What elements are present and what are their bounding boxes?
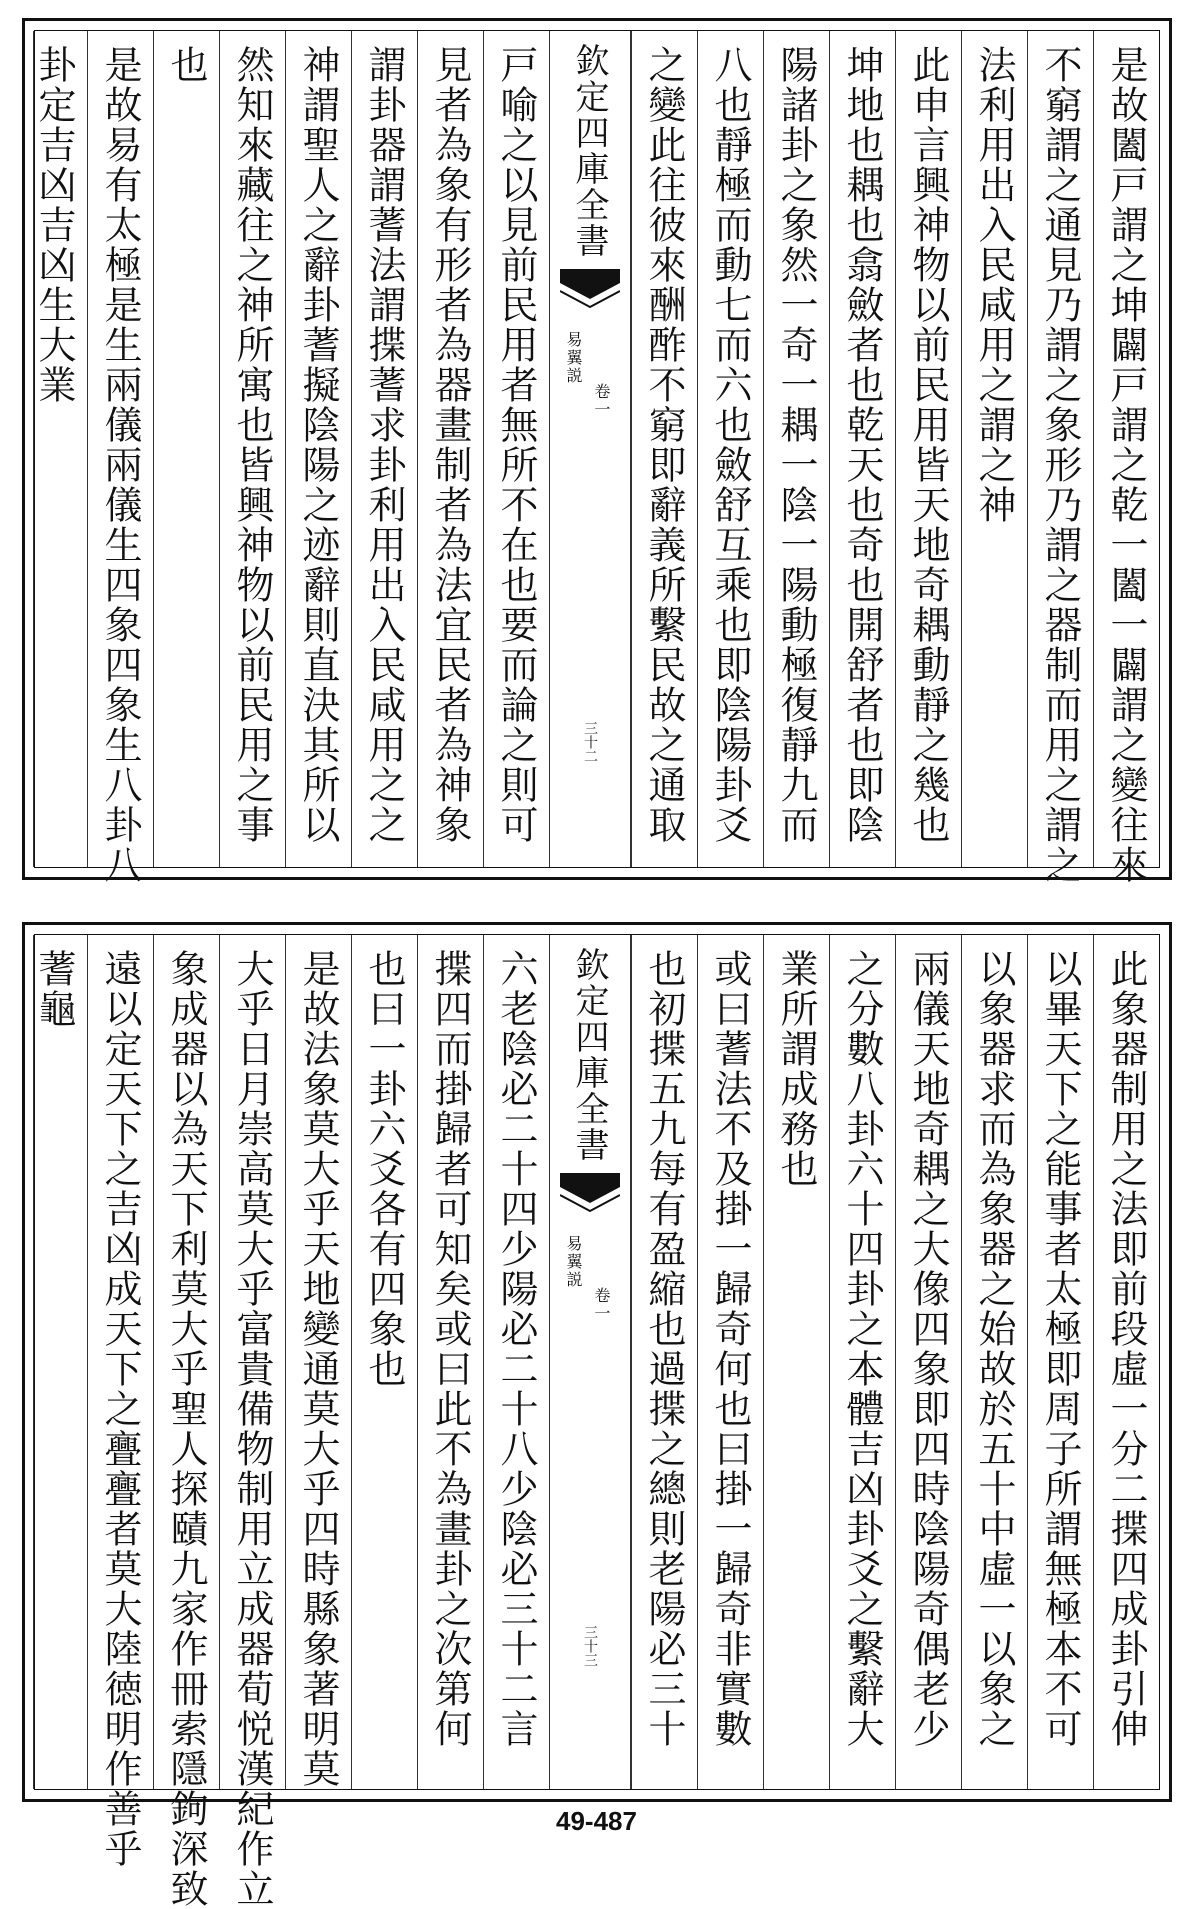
- text-column: [631, 31, 697, 867]
- column-text: 此申言興神物以前民用皆天地奇耦動靜之幾也: [906, 45, 950, 845]
- text-column: [961, 31, 1027, 867]
- fish-tail-mark-icon: [560, 269, 620, 313]
- text-column: [763, 31, 829, 867]
- column-text: 也初揲五九每有盈縮也過揲之總則老陽必三十: [642, 949, 686, 1749]
- page-number-footer: 49-487: [556, 1806, 637, 1836]
- column-text: 卦定吉凶吉凶生大業: [32, 45, 76, 405]
- column-text: 也: [164, 45, 208, 85]
- text-column: [1027, 31, 1093, 885]
- text-column: [697, 935, 763, 1789]
- text-column: [219, 935, 285, 1909]
- column-text: 象成器以為天下利莫大乎聖人探賾九家作冊索隱鉤深致: [164, 949, 208, 1909]
- top-page: [22, 18, 1172, 885]
- book-title: 欽定四庫全書: [569, 43, 609, 259]
- text-column: [895, 935, 961, 1789]
- text-column: [33, 31, 87, 867]
- column-text: 見者為象有形者為器畫制者為法宜民者為神象: [428, 45, 472, 845]
- text-column: [153, 31, 219, 867]
- text-column: [483, 31, 549, 867]
- text-column: [351, 31, 417, 867]
- column-text: 此象器制用之法即前段虛一分二揲四成卦引伸: [1104, 949, 1148, 1749]
- column-text: 六老陰必二十四少陽必二十八少陰必三十二言: [494, 949, 538, 1749]
- column-text: 蓍龜: [32, 949, 76, 1029]
- text-column: [351, 935, 417, 1789]
- column-text: 是故易有太極是生兩儀兩儀生四象四象生八卦八: [98, 45, 142, 885]
- column-text: 是故法象莫大乎天地變通莫大乎四時縣象著明莫: [296, 949, 340, 1789]
- text-column: [829, 31, 895, 867]
- book-subtitle: 易翼説: [564, 1235, 583, 1289]
- text-column: [87, 31, 153, 885]
- column-text: 也曰一卦六爻各有四象也: [362, 949, 406, 1389]
- text-column: [961, 935, 1027, 1789]
- column-text: 戸喻之以見前民用者無所不在也要而論之則可: [494, 45, 538, 845]
- volume-label: 卷一: [592, 383, 611, 419]
- column-text: 法利用出入民咸用之謂之神: [972, 45, 1016, 525]
- column-text: 或曰蓍法不及掛一歸奇何也曰掛一歸奇非實數: [708, 949, 752, 1749]
- column-text: 之分數八卦六十四卦之本體吉凶卦爻之繫辭大: [840, 949, 884, 1749]
- book-subtitle: 易翼説: [564, 331, 583, 385]
- column-text: 業所謂成務也: [774, 949, 818, 1189]
- column-text: 遠以定天下之吉凶成天下之亹亹者莫大陸徳明作善乎: [98, 949, 142, 1869]
- text-column: [631, 935, 697, 1789]
- top-page-frame: [32, 30, 1160, 885]
- text-column: [1093, 935, 1159, 1789]
- column-text: 然知來藏往之神所寓也皆興神物以前民用之事: [230, 45, 274, 845]
- text-column: [33, 935, 87, 1789]
- text-column: [829, 935, 895, 1789]
- text-column: [483, 935, 549, 1789]
- column-text: 是故闔戸謂之坤闢戸謂之乾一闔一闢謂之變往來: [1104, 45, 1148, 885]
- text-column: [895, 31, 961, 867]
- text-column: [763, 935, 829, 1789]
- text-column: [1027, 935, 1093, 1789]
- center-fold-column: [549, 935, 631, 1789]
- volume-label: 卷一: [592, 1287, 611, 1323]
- book-title: 欽定四庫全書: [569, 947, 609, 1163]
- leaf-number: 三十三: [582, 1625, 598, 1667]
- text-column: [219, 31, 285, 867]
- column-text: 之變此往彼來酬酢不窮即辭義所繫民故之通取: [642, 45, 686, 845]
- text-column: [285, 935, 351, 1789]
- column-text: 不窮謂之通見乃謂之象形乃謂之器制而用之謂之: [1038, 45, 1082, 885]
- column-text: 謂卦器謂蓍法謂揲蓍求卦利用出入民咸用之之: [362, 45, 406, 845]
- column-text: 神謂聖人之辭卦蓍擬陰陽之迹辭則直決其所以: [296, 45, 340, 845]
- column-text: 揲四而掛歸者可知矣或曰此不為畫卦之次第何: [428, 949, 472, 1749]
- center-fold-column: [549, 31, 631, 867]
- column-text: 以象器求而為象器之始故於五十中虛一以象之: [972, 949, 1016, 1749]
- column-text: 大乎日月崇高莫大乎富貴備物制用立成器荀悦漢紀作立: [230, 949, 274, 1909]
- fish-tail-mark-icon: [560, 1173, 620, 1217]
- column-text: 以畢天下之能事者太極即周子所謂無極本不可: [1038, 949, 1082, 1749]
- column-text: 八也靜極而動七而六也斂舒互乘也即陰陽卦爻: [708, 45, 752, 845]
- column-text: 坤地也耦也翕斂者也乾天也奇也開舒者也即陰: [840, 45, 884, 845]
- text-column: [417, 31, 483, 867]
- leaf-number: 三十二: [582, 721, 598, 763]
- column-text: 兩儀天地奇耦之大像四象即四時陰陽奇偶老少: [906, 949, 950, 1749]
- text-column: [285, 31, 351, 867]
- text-column: [87, 935, 153, 1869]
- text-column: [1093, 31, 1159, 885]
- column-text: 陽諸卦之象然一奇一耦一陰一陽動極復靜九而: [774, 45, 818, 845]
- text-column: [153, 935, 219, 1909]
- text-column: [417, 935, 483, 1789]
- text-column: [697, 31, 763, 867]
